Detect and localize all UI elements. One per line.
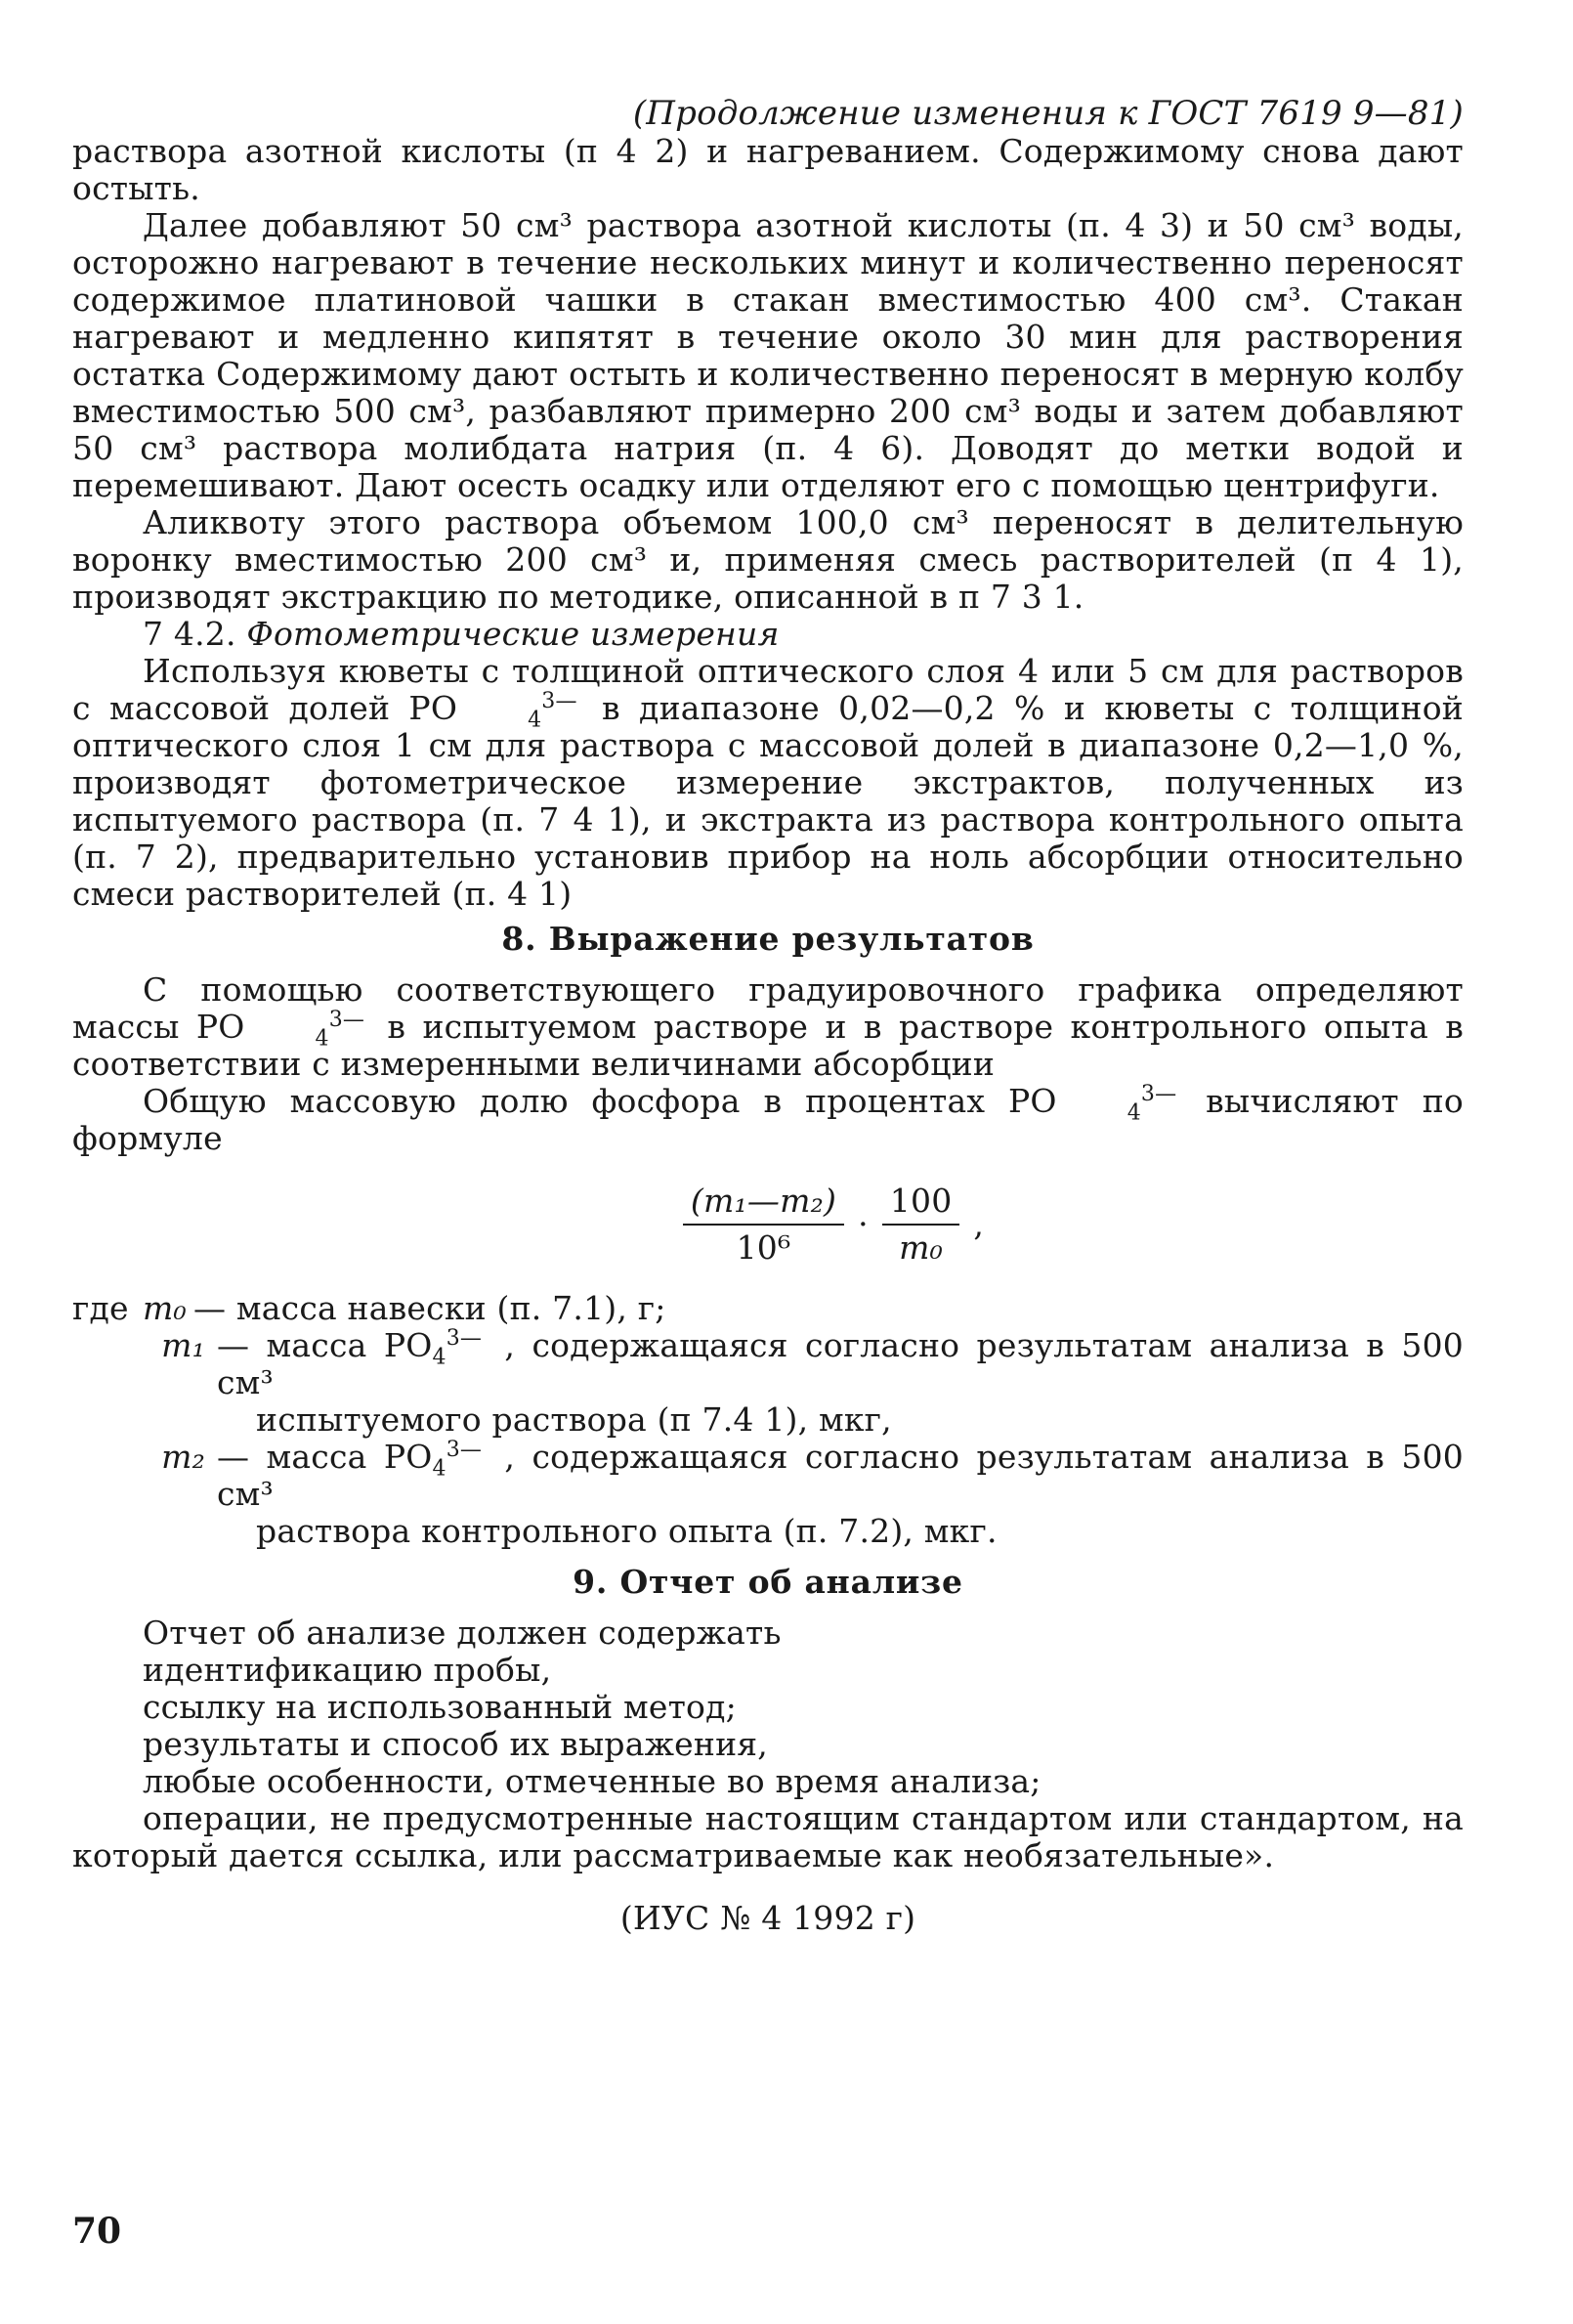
formula <box>190 1183 1464 1267</box>
definition-m2-text <box>217 1439 1464 1513</box>
definitions-intro: где <box>72 1289 129 1327</box>
subsection-heading <box>72 616 1464 653</box>
definition-m1 <box>72 1327 1464 1401</box>
ion-subscript: 4 <box>432 1345 446 1370</box>
variable-definitions <box>72 1290 1464 1550</box>
paragraph-5-part-b: в испытуемом растворе и в растворе контрольного опыта в соответствии с измеренными величинами абсорбции <box>72 1008 1465 1083</box>
fraction-2 <box>882 1183 960 1267</box>
phosphate-ion <box>457 689 577 733</box>
multiply-dot: · <box>858 1205 869 1243</box>
ion-superscript: 3— <box>328 1008 365 1032</box>
definition-m0 <box>72 1290 1464 1327</box>
fraction-1-numerator: (m₁—m₂) <box>683 1183 844 1226</box>
phosphate-ion <box>245 1008 365 1052</box>
formula-comma: , <box>973 1205 985 1243</box>
page-number: 70 <box>72 2211 122 2252</box>
section-9-title: 9. Отчет об анализе <box>573 1563 963 1601</box>
ion-superscript: 3— <box>541 689 577 713</box>
list-item: операции, не предусмотренные настоящим стандартом или стандартом, на который дается ссылка, или рассматриваемые как необязательные». <box>72 1799 1464 1874</box>
paragraph-6-part-a: Общую массовую долю фосфора в процентах PO <box>143 1082 1057 1120</box>
subsection-title: Фотометрические измерения <box>246 615 780 653</box>
definition-m2-continuation: раствора контрольного опыта (п. 7.2), мкг. <box>256 1512 998 1550</box>
paragraph-5-part-a: С помощью соответствующего градуировочного графика определяют массы PO <box>72 970 1464 1046</box>
definition-m2-part-a: — масса PO <box>217 1438 433 1476</box>
paragraph-6 <box>72 1083 1464 1157</box>
fraction-1-denominator: 10⁶ <box>736 1228 791 1267</box>
fraction-2-numerator: 100 <box>882 1183 960 1226</box>
subsection-number: 7 4.2. <box>143 615 236 653</box>
paragraph-4-part-a: Используя кюветы с толщиной оптического слоя 4 или 5 см для растворов с массовой долей PO <box>72 652 1464 727</box>
definition-m1-part-a: — масса PO <box>217 1326 433 1364</box>
definition-m0-text: — масса навески (п. 7.1), г; <box>193 1289 666 1327</box>
phosphate-ion <box>432 1438 483 1482</box>
definition-m1-continuation: испытуемого раствора (п 7.4 1), мкг, <box>256 1400 892 1439</box>
paragraph-4-part-b: в диапазоне 0,02—0,2 % и кюветы с толщиной оптического слоя 1 см для раствора с массовой долей в диапазоне 0,2—1,0 %, производят фотометрическое измерение экстрактов, полученных из испытуемого раствора (п. 7 4 1), и экстракта из раствора контрольного опыта (п. 7 2), предварительно установив прибор на ноль абсорбции относительно смеси растворителей (п. 4 1) <box>72 689 1464 913</box>
list-item: идентификацию пробы, <box>143 1651 552 1689</box>
definition-m2-part-b: , содержащаяся согласно результатам анализа в 500 см³ <box>217 1438 1465 1513</box>
variable-m1: m₁ <box>161 1326 205 1364</box>
ion-subscript: 4 <box>1127 1100 1141 1126</box>
phosphate-ion <box>1057 1082 1177 1126</box>
paragraph-1: Далее добавляют 50 см³ раствора азотной кислоты (п. 4 3) и 50 см³ воды, осторожно нагревают в течение нескольких минут и количественно переносят содержимое платиновой чашки в стакан вместимостью 400 см³. Стакан нагревают и медленно кипятят в течение около 30 мин для растворения остатка Содержимому дают остыть и количественно переносят в мерную колбу вместимостью 500 см³, разбавляют примерно 200 см³ воды и затем добавляют 50 см³ раствора молибдата натрия (п. 4 6). Доводят до метки водой и перемешивают. Дают осесть осадку или отделяют его с помощью центрифуги. <box>72 206 1464 504</box>
paragraph-2: Аликвоту этого раствора объемом 100,0 см³ переносят в делительную воронку вместимостью 200 см³ и, применяя смесь растворителей (п 4 1), производят экстракцию по методике, описанной в п 7 3 1. <box>72 503 1464 616</box>
variable-m2: m₂ <box>161 1438 205 1476</box>
section-8-title: 8. Выражение результатов <box>501 920 1035 958</box>
paragraph-5 <box>72 971 1464 1083</box>
variable-m0: m₀ <box>143 1289 187 1327</box>
paragraph-0: раствора азотной кислоты (п 4 2) и нагреванием. Содержимому снова дают остыть. <box>72 132 1464 207</box>
ion-subscript: 4 <box>528 708 542 733</box>
source-reference: (ИУС № 4 1992 г) <box>619 1899 916 1937</box>
ion-superscript: 3— <box>446 1326 483 1351</box>
list-item: ссылку на использованный метод; <box>143 1688 737 1726</box>
definition-m1-text <box>217 1327 1464 1401</box>
paragraph-4 <box>72 653 1464 913</box>
ion-subscript: 4 <box>432 1456 446 1482</box>
fraction-2-denominator: m₀ <box>899 1228 944 1267</box>
list-item: Отчет об анализе должен содержать <box>143 1614 782 1652</box>
definition-m1-part-b: , содержащаяся согласно результатам анализа в 500 см³ <box>217 1326 1465 1401</box>
definition-m2 <box>72 1439 1464 1513</box>
list-item: любые особенности, отмеченные во время анализа; <box>143 1762 1042 1800</box>
ion-superscript: 3— <box>446 1438 483 1462</box>
list-item: результаты и способ их выражения, <box>143 1725 768 1763</box>
ion-superscript: 3— <box>1140 1082 1177 1106</box>
phosphate-ion <box>432 1326 483 1370</box>
paragraph-6-part-b: вычисляют по формуле <box>72 1082 1464 1157</box>
document-page <box>72 94 1464 1937</box>
fraction-1 <box>683 1183 844 1267</box>
report-contents-list <box>72 1614 1464 1874</box>
ion-subscript: 4 <box>315 1026 329 1052</box>
page-header: (Продолжение изменения к ГОСТ 7619 9—81) <box>632 94 1464 133</box>
